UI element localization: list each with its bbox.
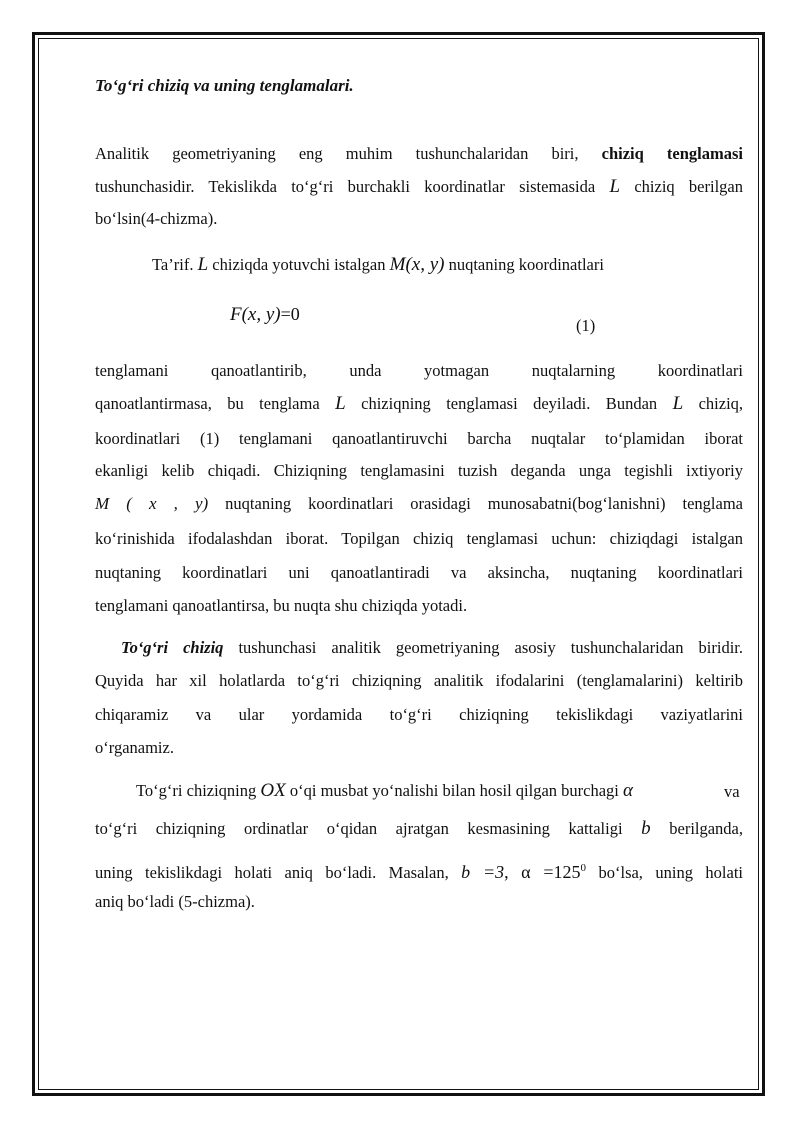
p3-bold-term: To‘g‘ri chiziq	[121, 638, 224, 657]
eq-rhs: =0	[280, 304, 300, 324]
p4-text-e: uning tekislikdagi holati aniq bo‘ladi. Masalan,	[95, 863, 449, 882]
p4-line3	[95, 853, 743, 888]
p2-text-a: qanoatlantirmasa, bu tenglama	[95, 394, 320, 413]
p2-math-L2: L	[672, 393, 684, 414]
p4-text-a: To‘g‘ri chiziqning	[136, 781, 257, 800]
p4-line1	[136, 780, 633, 802]
p4-math-alpha: α	[623, 780, 634, 801]
p1-text-b: tushunchasidir. Tekislikda to‘g‘ri burchakli koordinatlar sistemasida	[95, 177, 596, 196]
p1-line1	[95, 139, 743, 169]
p2-line3: koordinatlari (1) tenglamani qanoatlantiruvchi barcha nuqtalar to‘plamidan iborat	[95, 429, 743, 448]
p2-line7: nuqtaning koordinatlari uni qanoatlantiradi va aksincha, nuqtaning koordinatlari	[95, 563, 743, 582]
p2-line5	[95, 489, 743, 519]
p2-line8: tenglamani qanoatlantirsa, bu nuqta shu chiziqda yotadi.	[95, 596, 468, 615]
p1-bold-term: chiziq tenglamasi	[601, 144, 743, 163]
p2-math-L1: L	[335, 393, 346, 414]
p4-math-b: b	[641, 818, 651, 839]
eq-F: F	[230, 304, 242, 325]
definition-line	[152, 254, 604, 276]
p2-text-line5: nuqtaning koordinatlari orasidagi munosabatni(bog‘lanishni) tenglama	[225, 494, 743, 513]
p3-line2: Quyida har xil holatlarda to‘g‘ri chiziqning analitik ifodalarini (tenglamalarini) keltirib	[95, 671, 743, 690]
p2-line2	[95, 389, 743, 419]
p3-line1	[121, 633, 743, 663]
eq-args: (x, y)	[241, 304, 281, 325]
p3-line4: o‘rganamiz.	[95, 738, 174, 757]
p4-text-d: berilganda,	[669, 819, 744, 838]
p3-text-line1: tushunchasi analitik geometriyaning asosiy tushunchalaridan biridir.	[238, 638, 743, 657]
p4-eq-alpha: $\alpha =125^0$	[521, 862, 587, 882]
def-text-c: nuqtaning koordinatlari	[448, 255, 604, 274]
p1-math-L: L	[609, 176, 621, 197]
equation-number: (1)	[576, 316, 596, 335]
p3-line3: chiqaramiz va ular yordamida to‘g‘ri chiziqning tekislikdagi vaziyatlarini	[95, 705, 743, 724]
p4-text-line2: to‘g‘ri chiziqning ordinatlar o‘qidan ajratgan kesmasining kattaligi	[95, 819, 623, 838]
p1-text-a: Analitik geometriyaning eng muhim tushunchalaridan biri,	[95, 144, 579, 163]
p2-text-c: chiziq,	[698, 394, 744, 413]
def-math-args: (x, y)	[405, 254, 445, 275]
p2-line4: ekanligi kelib chiqadi. Chiziqning tenglamasini tuzish deganda unga tegishli ixtiyoriy	[95, 461, 743, 480]
def-label: Ta’rif.	[152, 255, 194, 274]
def-text-b: chiziqda yotuvchi istalgan	[212, 255, 386, 274]
p2-text-b: chiziqning tenglamasi deyiladi. Bundan	[361, 394, 658, 413]
p4-line2	[95, 814, 743, 844]
def-math-L: L	[197, 254, 209, 275]
p2-line1: tenglamani qanoatlantirib, unda yotmagan nuqtalarning koordinatlari	[95, 361, 743, 380]
p1-line2	[95, 172, 743, 202]
p2-line6: ko‘rinishida ifodalashdan iborat. Topilgan chiziq tenglamasi uchun: chiziqdagi istalgan	[95, 529, 743, 548]
p4-text-f: bo‘lsa, uning holati	[598, 863, 743, 882]
p4-va: va	[724, 782, 740, 801]
section-title: To‘g‘ri chiziq va uning tenglamalari.	[95, 76, 354, 95]
p4-math-OX: OX	[260, 780, 286, 801]
p4-eq-b: b =3,	[461, 862, 509, 882]
p4-line4: aniq bo‘ladi (5-chizma).	[95, 892, 255, 911]
p2-math-M: M ( x , y)	[95, 494, 209, 513]
def-math-M: M	[389, 254, 406, 275]
p1-text-c: chiziq berilgan	[634, 177, 743, 196]
equation-1	[230, 304, 300, 326]
p1-line3: bo‘lsin(4-chizma).	[95, 209, 218, 228]
p4-text-b: o‘qi musbat yo‘nalishi bilan hosil qilgan burchagi	[289, 781, 619, 800]
